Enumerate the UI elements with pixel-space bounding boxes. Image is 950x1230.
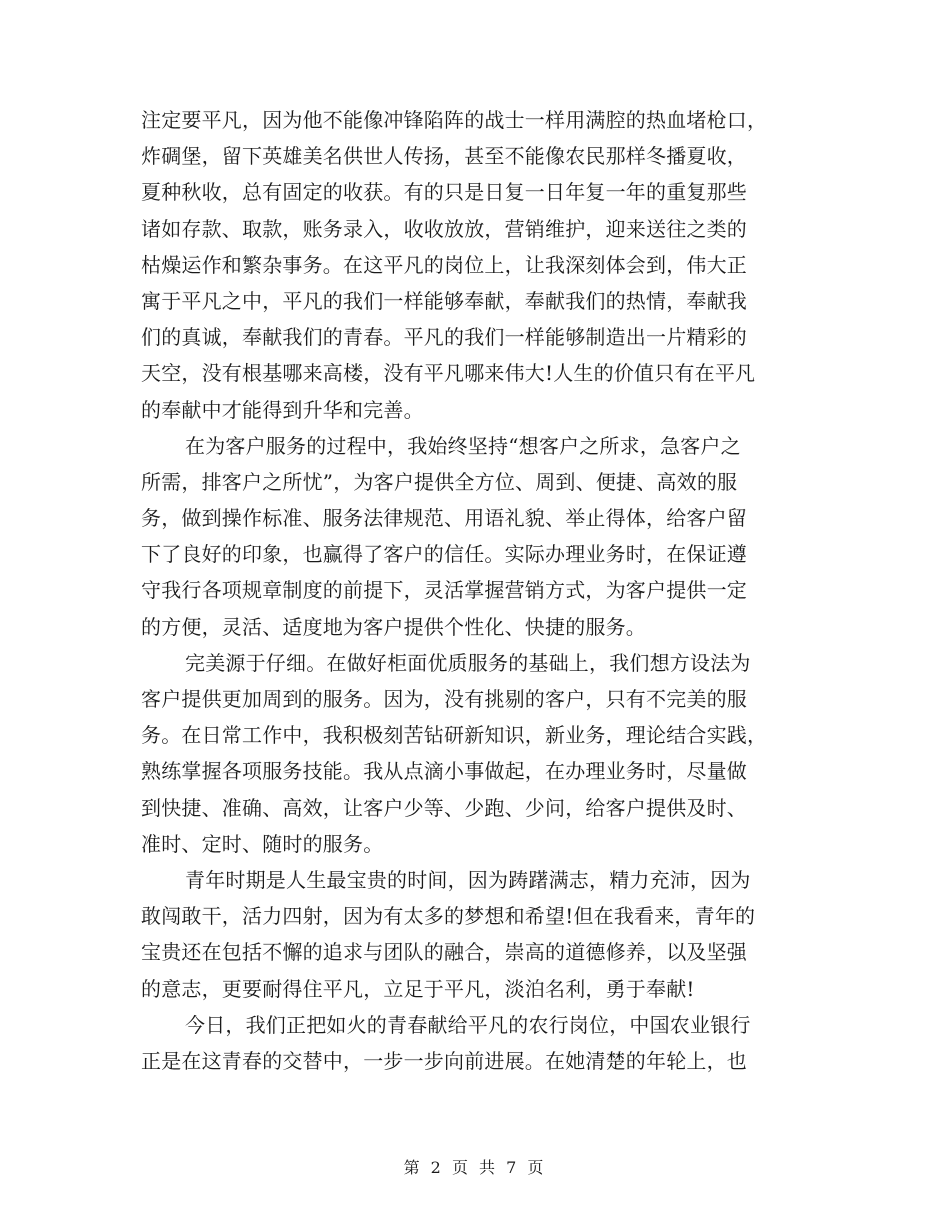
- text-line: 务，做到操作标准、服务法律规范、用语礼貌、举止得体，给客户留: [141, 506, 747, 531]
- text-line: 正是在这青春的交替中，一步一步向前进展。在她清楚的年轮上，也: [141, 1048, 747, 1073]
- text-line: 注定要平凡，因为他不能像冲锋陷阵的战士一样用满腔的热血堵枪口，: [141, 108, 768, 132]
- text-line: 熟练掌握各项服务技能。我从点滴小事做起，在办理业务时，尽量做: [141, 759, 747, 784]
- text-line: 完美源于仔细。在做好柜面优质服务的基础上，我们想方设法为: [185, 650, 751, 675]
- text-line: 守我行各项规章制度的前提下，灵活掌握营销方式，为客户提供一定: [141, 578, 747, 603]
- text-line: 宝贵还在包括不懈的追求与团队的融合，崇高的道德修养，以及坚强: [141, 940, 747, 965]
- text-line: 的意志，更要耐得住平凡，立足于平凡，淡泊名利，勇于奉献!: [141, 976, 695, 1001]
- text-line: 下了良好的印象，也赢得了客户的信任。实际办理业务时，在保证遵: [141, 542, 747, 567]
- text-line: 所需，排客户之所忧”，为客户提供全方位、周到、便捷、高效的服: [141, 469, 738, 494]
- text-line: 今日，我们正把如火的青春献给平凡的农行岗位，中国农业银行: [185, 1012, 751, 1037]
- text-line: 在为客户服务的过程中，我始终坚持“想客户之所求，急客户之: [185, 433, 741, 458]
- text-line: 枯燥运作和繁杂事务。在这平凡的岗位上，让我深刻体会到，伟大正: [141, 252, 747, 277]
- text-line: 炸碉堡，留下英雄美名供世人传扬，甚至不能像农民那样冬播夏收，: [141, 144, 747, 169]
- text-line: 的奉献中才能得到升华和完善。: [141, 397, 424, 422]
- text-line: 夏种秋收，总有固定的收获。有的只是日复一日年复一年的重复那些: [141, 180, 747, 205]
- text-line: 青年时期是人生最宝贵的时间，因为踌躇满志，精力充沛，因为: [185, 867, 751, 892]
- text-line: 天空，没有根基哪来高楼，没有平凡哪来伟大!人生的价值只有在平凡: [141, 361, 756, 386]
- text-line: 客户提供更加周到的服务。因为，没有挑剔的客户，只有不完美的服: [141, 687, 747, 711]
- text-line: 准时、定时、随时的服务。: [141, 831, 384, 856]
- document-body: [141, 102, 807, 1079]
- text-line: 的方便，灵活、适度地为客户提供个性化、快捷的服务。: [141, 614, 646, 639]
- text-line: 诸如存款、取款，账务录入，收收放放，营销维护，迎来送往之类的: [141, 216, 747, 241]
- page-number-label: 第 2 页 共 7 页: [403, 1158, 547, 1177]
- text-line: 到快捷、准确、高效，让客户少等、少跑、少问，给客户提供及时、: [141, 795, 747, 820]
- text-line: 务。在日常工作中，我积极刻苦钻研新知识，新业务，理论结合实践，: [141, 723, 768, 748]
- text-line: 寓于平凡之中，平凡的我们一样能够奉献，奉献我们的热情，奉献我: [141, 288, 747, 313]
- page-footer: [0, 1155, 950, 1178]
- text-line: 敢闯敢干，活力四射，因为有太多的梦想和希望!但在我看来，青年的: [141, 904, 756, 929]
- text-line: 们的真诚，奉献我们的青春。平凡的我们一样能够制造出一片精彩的: [141, 325, 747, 350]
